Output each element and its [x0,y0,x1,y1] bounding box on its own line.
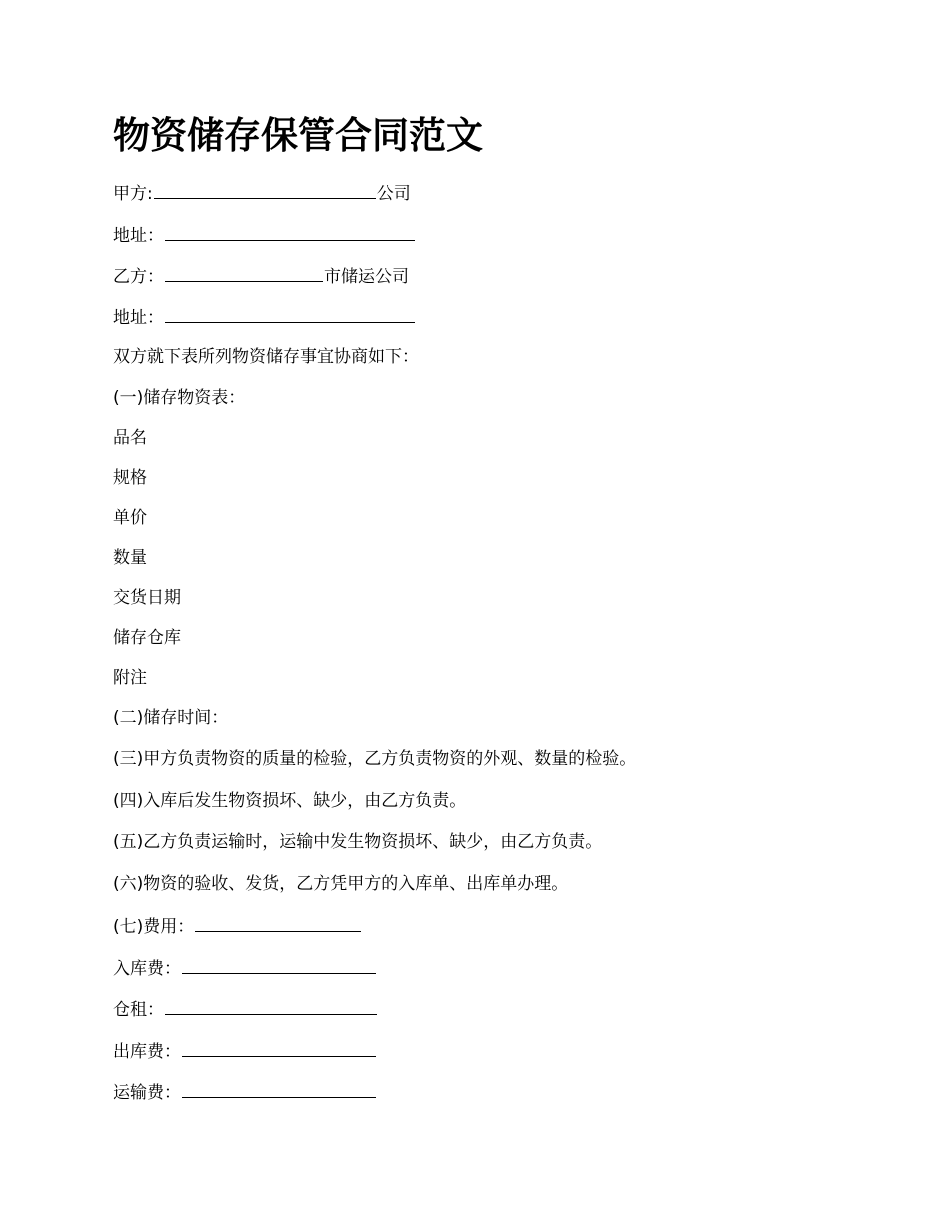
intro-paragraph: 双方就下表所列物资储存事宜协商如下： [113,347,419,367]
section-4-paragraph: (四)入库后发生物资损坏、缺少，由乙方负责。 [113,791,467,811]
table-field-unit-price: 单价 [113,508,147,528]
address-1-line [113,222,416,248]
party-a-line [113,180,411,206]
section-7-label: (七)费用： [113,917,195,937]
table-field-warehouse: 储存仓库 [113,628,181,648]
fee-rent-blank[interactable] [165,996,377,1015]
fee-transport-blank[interactable] [182,1079,376,1098]
fee-inbound-blank[interactable] [182,955,376,974]
section-3-paragraph: (三)甲方负责物资的质量的检验，乙方负责物资的外观、数量的检验。 [113,749,637,769]
party-a-blank[interactable] [154,180,376,199]
address-2-line [113,304,416,330]
fee-transport-line [113,1079,377,1105]
section-6-paragraph: (六)物资的验收、发货，乙方凭甲方的入库单、出库单办理。 [113,874,569,894]
section-2-paragraph: (二)储存时间： [113,708,229,728]
section-5-paragraph: (五)乙方负责运输时，运输中发生物资损坏、缺少，由乙方负责。 [113,832,603,852]
party-a-label: 甲方: [113,184,153,204]
address-2-blank[interactable] [165,304,415,323]
fee-outbound-blank[interactable] [182,1038,376,1057]
table-field-spec: 规格 [113,468,147,488]
address-1-blank[interactable] [165,222,415,241]
table-field-notes: 附注 [113,668,147,688]
fee-outbound-label: 出库费： [113,1042,181,1062]
table-field-name: 品名 [113,428,147,448]
section-1-heading: (一)储存物资表： [113,388,246,408]
fee-outbound-line [113,1038,377,1064]
fee-inbound-line [113,955,377,981]
fee-rent-line [113,996,378,1022]
party-b-blank[interactable] [165,263,323,282]
fee-transport-label: 运输费： [113,1083,181,1103]
section-7-blank[interactable] [195,913,361,932]
address-2-label: 地址： [113,308,164,328]
party-b-suffix: 市储运公司 [324,267,409,287]
table-field-delivery-date: 交货日期 [113,588,181,608]
table-field-quantity: 数量 [113,548,147,568]
address-1-label: 地址： [113,226,164,246]
party-a-suffix: 公司 [376,184,411,204]
document-title: 物资储存保管合同范文 [113,114,483,157]
fee-rent-label: 仓租： [113,1000,164,1020]
party-b-label: 乙方： [113,267,164,287]
party-b-line [113,263,409,289]
fee-inbound-label: 入库费： [113,959,181,979]
section-7-line [113,913,362,939]
